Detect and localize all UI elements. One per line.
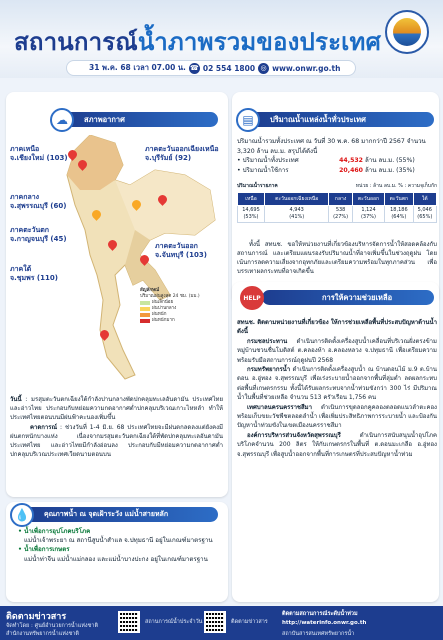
title-part-b: น้ำภาพรวมของประเทศ [137,29,382,56]
rain-legend [140,288,220,324]
cell-percent: (53%) [243,214,259,220]
col-east: ตะวันออก [352,193,384,206]
volume-unit: ล้าน ลบ.ม. (55%) [365,157,415,165]
help-heading [262,290,434,305]
title-part-a: สถานการณ์ [13,29,138,56]
legend-swatch [140,319,150,323]
volume-note: ทั้งนี้ สทนช. ขอให้หน่วยงานที่เกี่ยวข้องบริหารจัดการน้ำให้สอดคล้องกับสถานการณ์ และเตรียมแผนรองรับปริมาณน้ำที่อาจเพิ่มขึ้นในช่วงฤดูฝน โดยเน้นการลดความเสี่ยงจากอุทกภัยและเตรียมความพร้อมในทุกภาคส่วน เพื่อบรรเทาผลกระทบที่อาจเกิดขึ้น [237,241,437,275]
region-northeast [145,145,219,163]
water-drop-icon: 💧 [10,503,34,527]
region-west-name: ภาคตะวันตก [10,226,50,234]
region-northeast-name: ภาคตะวันออกเฉียงเหนือ [145,145,219,153]
col-northeast: ตะวันออกเฉียงเหนือ [265,193,329,206]
legend-swatch [140,313,150,317]
cell-percent: (27%) [333,214,349,220]
phone-number[interactable]: 02 554 1800 [202,63,256,73]
help-org: องค์การบริหารส่วนจังหวัดสุพรรณบุรี [247,431,341,439]
cell-value: 1,124 [361,207,376,213]
region-south-rain: จ.ชุมพร (110) [10,274,58,282]
cloud-sun-icon: ☁ [50,108,74,132]
forecast-label: คาดการณ์ [30,423,58,431]
footer-brand: สถาบันสารสนเทศทรัพยากรน้ำ [282,631,355,637]
footer-credit: จัดทำโดย : ศูนย์อำนวยการน้ำแห่งชาติ [6,623,99,629]
globe-icon: ◎ [258,63,269,74]
volume-value: 44,532 [339,157,363,165]
cell-value: 4,943 [289,207,304,213]
legend-subtitle: ปริมาณฝนสูงสุด 24 ชม. (มม.) [140,294,200,299]
help-text: ดำเนินการขุดลอกคูคลองตลอดแนวลำตะคองพร้อมเก็บขยะวัชพืชตลอดลำน้ำ เพื่อเพิ่มประสิทธิภาพการระบายน้ำ และป้องกันปัญหาน้ำท่วมขังในเขตเมืองนครราชสีมา [237,403,438,430]
help-lead: สทนช. ติดตามหน่วยงานที่เกี่ยวข้อง ให้การช่วยเหลือพื้นที่ประสบปัญหาด้านน้ำ ดังนี้ [237,319,437,336]
footer [0,606,443,640]
region-north-name: ภาคเหนือ [10,145,40,153]
qr-caption: ติดตามข่าวสาร [231,619,268,625]
cell-value: 14,695 [242,207,260,213]
help-heading-text: การให้ความช่วยเหลือ [322,292,393,302]
qr-caption: สถานการณ์น้ำประจำวัน [145,619,203,625]
table-caption: ปริมาณน้ำรายภาค [237,183,278,189]
region-central-name: ภาคกลาง [10,193,40,201]
col-north: เหนือ [238,193,265,206]
volume-intro: ปริมาณน้ำรวมทั้งประเทศ ณ วันที่ 30 พ.ค. 68 มากกว่าปี 2567 จำนวน 3,320 ล้าน ลบ.ม. สรุปได้ดังนี้ [237,138,426,155]
page-title [10,22,385,61]
help-org: เทศบาลนครนครราชสีมา [247,403,312,411]
legend-swatch [140,301,150,305]
region-east-name: ภาคตะวันออก [155,242,198,250]
volume-row [237,166,437,176]
legend-item: ฝนเล็กน้อย [152,300,174,305]
weather-heading [62,112,218,127]
wq-item-title: • น้ำเพื่อการอุปโภคบริโภค [18,528,91,535]
regional-volume-table [237,182,437,223]
footer-waterinfo-link[interactable]: http://waterinfo.onwr.go.th [282,620,367,626]
water-volume-heading-text: ปริมาณน้ำแหล่งน้ำทั่วประเทศ [270,114,366,124]
cell-percent: (41%) [289,214,305,220]
region-central [10,193,66,211]
water-volume-heading [248,112,434,127]
cell-value: 5,046 [417,207,432,213]
wq-item-text: แม่น้ำเจ้าพระยา ณ สถานีสูบน้ำสำแล จ.ปทุมธานี อยู่ในเกณฑ์มาตรฐาน [24,537,213,545]
today-text: : มรสุมตะวันตกเฉียงใต้กำลังปานกลางพัดปกคลุมทะเลอันดามัน ประเทศไทย และอ่าวไทย ประกอบกับหย่อมความกดอากาศต่ำปกคลุมบริเวณเกาะไหหลำ ทำให้ประเทศไทยตอนบนมีฝนฟ้าคะนองเพิ่มขึ้น [10,396,223,422]
cell-percent: (64%) [391,214,407,220]
help-text: ดำเนินการติดตั้งเครื่องสูบน้ำ ณ บ้านดอนไม้ ม.9 ต.บ้านดอน อ.อู่ทอง จ.สุพรรณบุรี เพื่อเร่งระบายน้ำออกจากพื้นที่ลุ่มต่ำ ลดผลกระทบต่อพื้นที่เกษตรกรรม ทั้งนี้ได้รับผลกระทบจากน้ำท่วมขังกว่า 300 ไร่ มีปริมาณน้ำในพื้นที่ช่วยเหลือ จำนวน 513 ครัวเรือน 1,756 คน [237,366,437,402]
wq-item-title: • น้ำเพื่อการเกษตร [18,546,70,554]
today-label: วันนี้ [10,396,22,403]
cell-value: 18,186 [390,207,408,213]
legend-title: สัญลักษณ์ [140,288,160,293]
water-quality-heading-text: คุณภาพน้ำ ณ จุดเฝ้าระวัง แม่น้ำสายหลัก [44,510,169,518]
volume-unit: ล้าน ลบ.ม. (35%) [365,166,415,174]
region-northeast-rain: จ.บุรีรัมย์ (92) [145,154,192,162]
region-south-name: ภาคใต้ [10,265,32,273]
col-central: กลาง [329,193,352,206]
volume-label: • ปริมาณน้ำทั้งประเทศ [237,157,299,165]
legend-item: ฝนหนักมาก [152,318,175,323]
website-link[interactable]: www.onwr.go.th [272,63,341,73]
help-text: ดำเนินการติดตั้งเครื่องสูบน้ำเคลื่อนที่บริเวณฝั่งตรงข้ามหมู่บ้านชวนชื่นโมดิสต์ ต.คลองห้า อ.คลองหลวง จ.ปทุมธานี เพื่อเตรียมความพร้อมรับมือสถานการณ์ฤดูฝนปี 2568 [237,337,437,364]
help-org: กรมทรัพยากรน้ำ [247,366,291,374]
reservoir-icon: ▤ [236,108,260,132]
wq-item-text: แม่น้ำท่าจีน แม่น้ำแม่กลอง และแม่น้ำบางปะกง อยู่ในเกณฑ์มาตรฐาน [24,555,208,563]
agency-logo [385,10,429,54]
region-west [10,226,67,244]
col-south: ใต้ [413,193,436,206]
table-row [238,206,437,223]
help-org: กรมชลประทาน [247,337,288,345]
region-north [10,145,68,163]
forecast-text: : ช่วงวันที่ 1-4 มิ.ย. 68 ประเทศไทยจะมีฝนตกลดลงแต่ยังคงมีฝนตกหนักบางแห่ง เนื่องจากมรสุมตะวันตกเฉียงใต้ที่พัดปกคลุมทะเลอันดามัน ประเทศไทย และอ่าวไทยมีกำลังอ่อนลง ประกอบกับมีหย่อมความกดอากาศต่ำปกคลุมบริเวณประเทศเวียดนามตอนบน [10,423,223,459]
help-lifebuoy-icon: HELP [240,286,264,310]
water-volume-summary [237,137,437,175]
footer-waterlevel-title: ติดตามสถานการณ์ระดับน้ำท่วม [282,611,358,617]
region-central-rain: จ.สุพรรณบุรี (60) [10,202,67,210]
region-east-rain: จ.จันทบุรี (103) [155,251,207,259]
legend-swatch [140,307,150,311]
legend-item: ฝนปานกลาง [152,306,177,311]
qr-code-icon[interactable] [118,611,140,633]
region-north-rain: จ.เชียงใหม่ (103) [10,154,68,162]
table-unit: หน่วย : ล้าน ลบ.ม. % : ความจุเก็บกัก [355,183,437,189]
volume-label: • ปริมาณน้ำใช้การ [237,166,289,174]
water-quality-heading [22,507,218,522]
weather-heading-text: สภาพอากาศ [84,114,125,124]
water-quality-list [18,527,218,564]
date-contact-bar [66,60,356,76]
footer-agency: สำนักงานทรัพยากรน้ำแห่งชาติ [6,631,79,637]
region-south [10,265,58,283]
volume-value: 20,460 [339,166,363,174]
cell-percent: (37%) [360,214,376,220]
weather-description [10,395,223,459]
region-west-rain: จ.กาญจนบุรี (45) [10,235,67,243]
cell-value: 538 [335,207,346,213]
col-west: ตะวันตก [385,193,413,206]
phone-icon: ☎ [190,64,199,72]
legend-item: ฝนหนัก [152,312,167,317]
volume-row [237,156,437,166]
header [0,0,443,78]
footer-follow-title: ติดตามข่าวสาร [6,612,67,622]
cell-percent: (65%) [417,214,433,220]
help-body [237,318,437,459]
region-east [155,242,207,260]
logo-emblem-icon [393,18,421,46]
help-text: ดำเนินการสนับสนุนน้ำอุปโภคบริโภคจำนวน 200 ลิตร ให้กับเกษตรกรในพื้นที่ ต.ดอนมะเกลือ อ.อู่ทอง จ.สุพรรณบุรี เพื่อสูบน้ำออกจากพื้นที่การเกษตรที่ประสบปัญหาน้ำท่วม [237,431,437,458]
qr-code-icon[interactable] [204,611,226,633]
report-date: 31 พ.ค. 68 เวลา 07.00 น. [89,63,186,72]
